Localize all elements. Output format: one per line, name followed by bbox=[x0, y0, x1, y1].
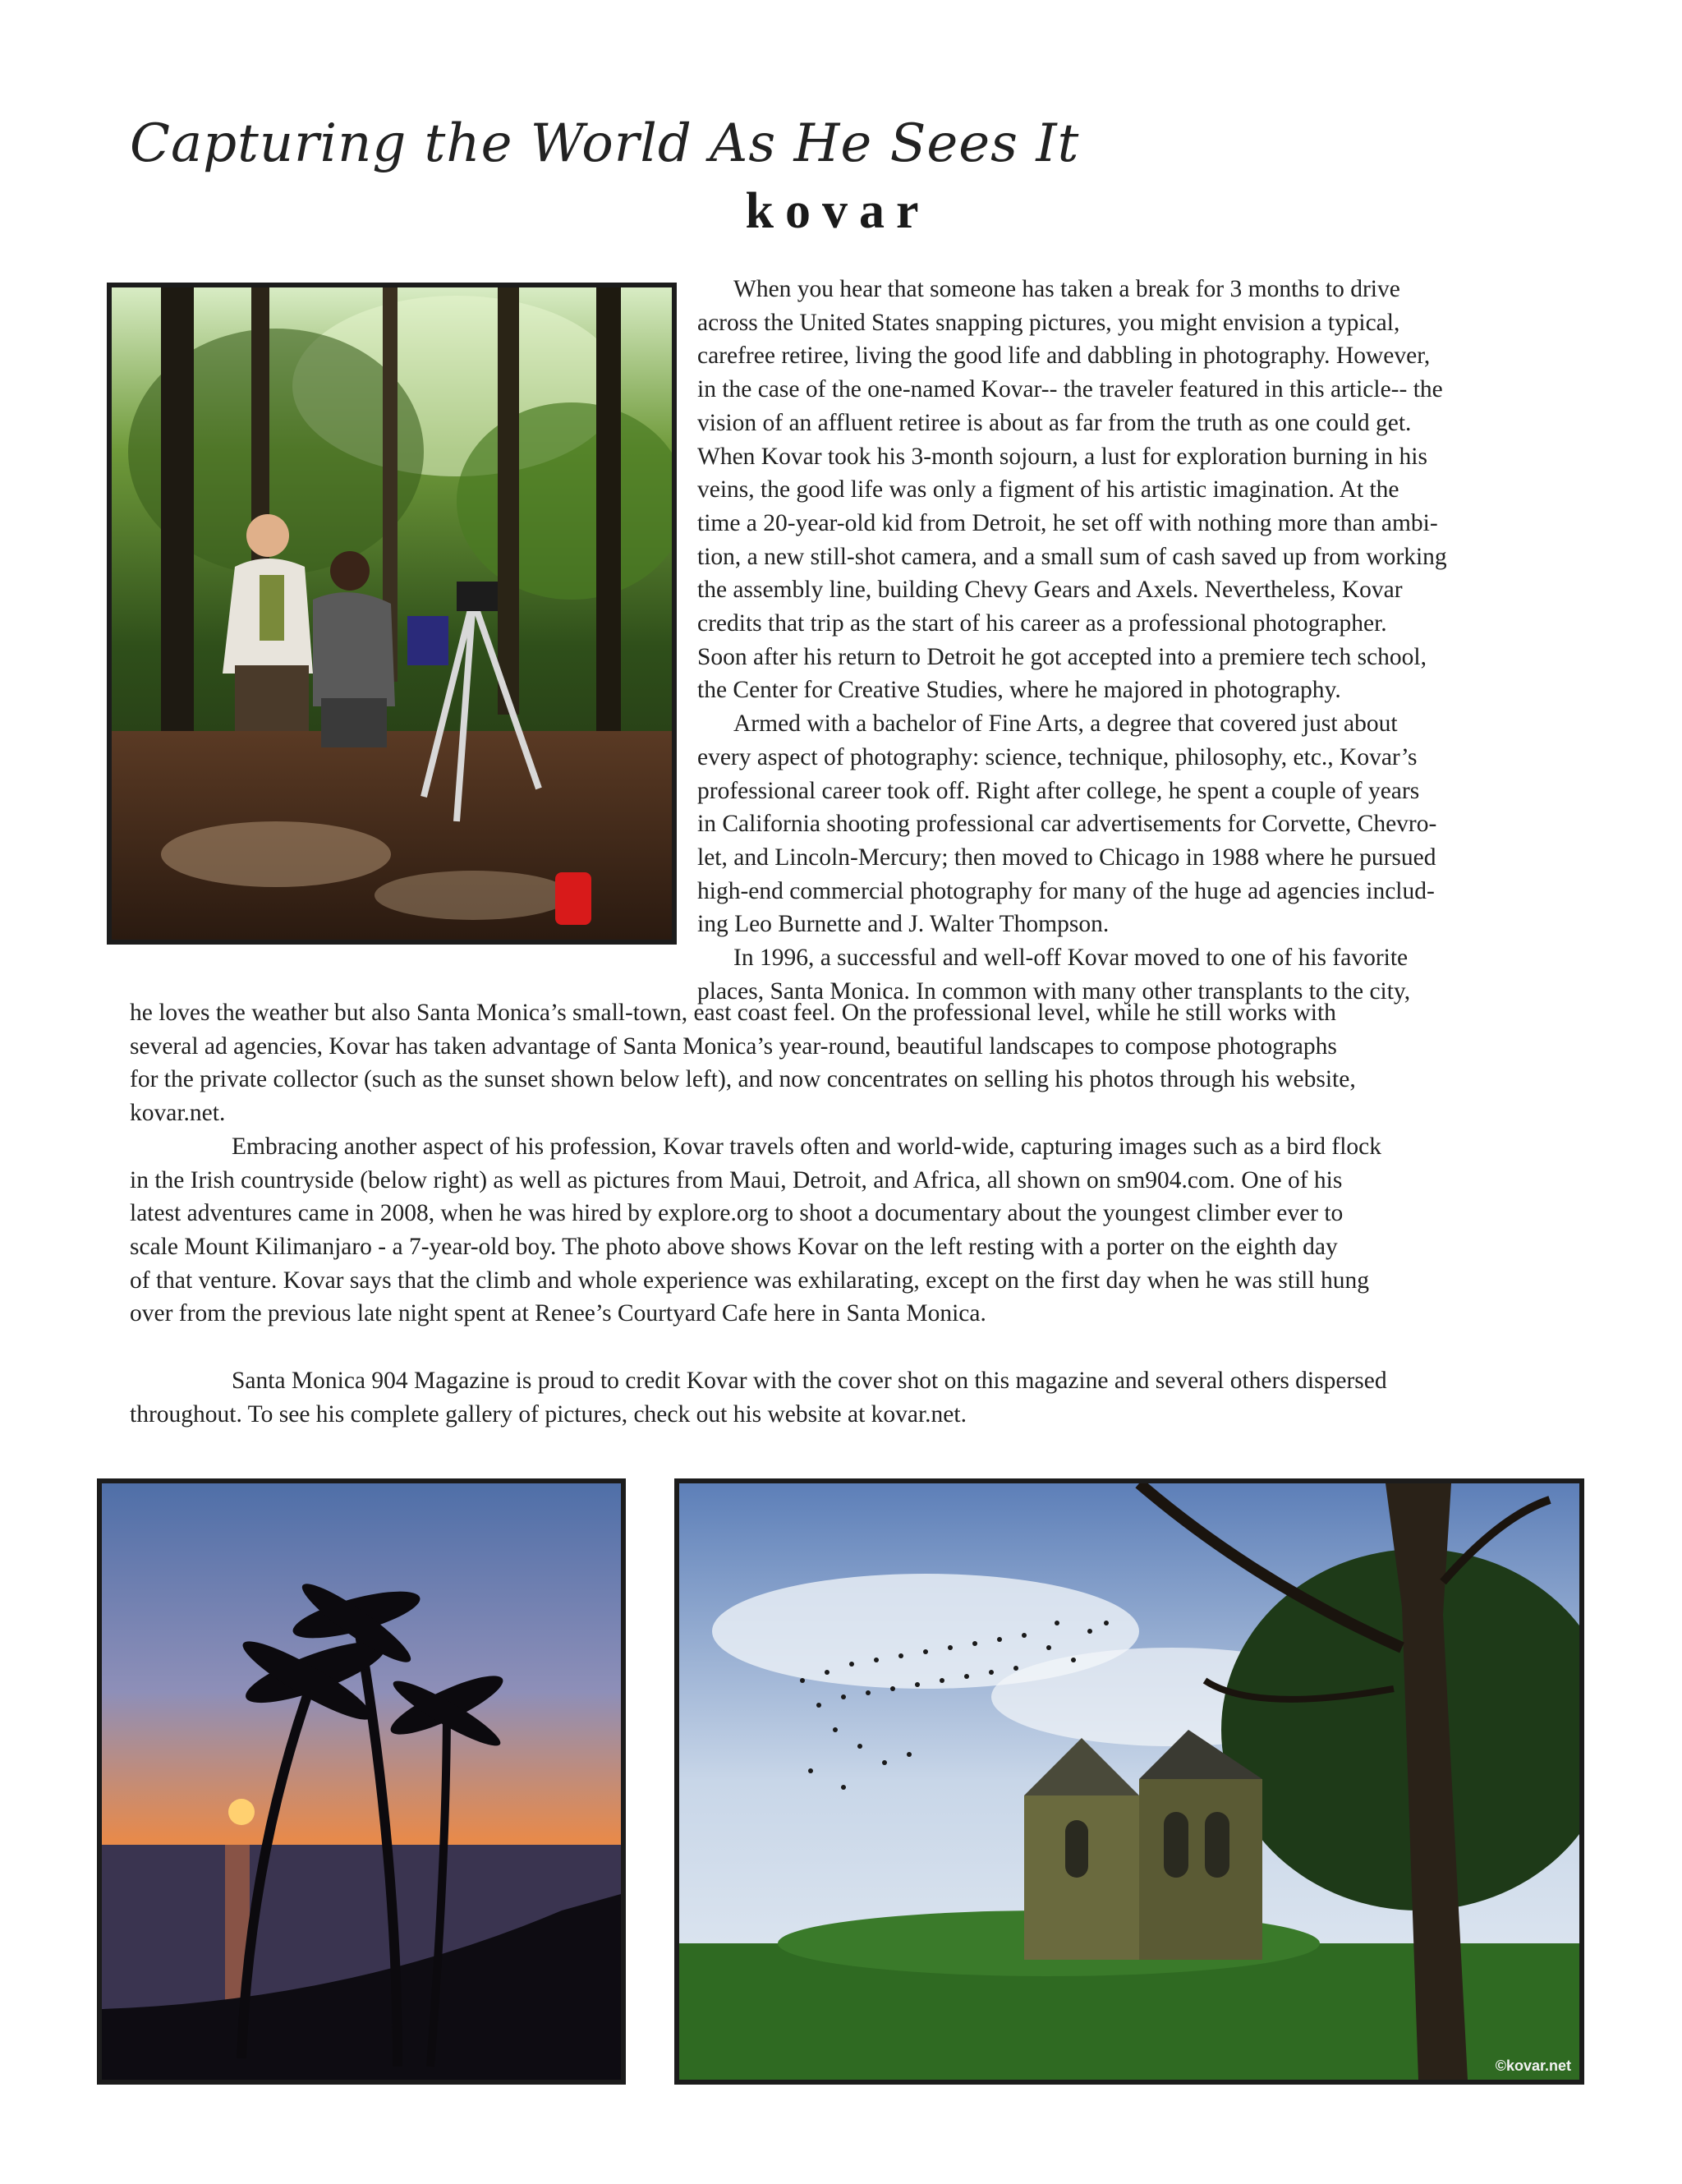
text-line: When Kovar took his 3-month sojourn, a lust for exploration burning in his bbox=[697, 443, 1427, 470]
text-line: In 1996, a successful and well-off Kovar moved to one of his favorite bbox=[733, 945, 1409, 972]
text-line: throughout. To see his complete gallery of pictures, check out his website at kovar.net. bbox=[130, 1400, 967, 1428]
text-line: he loves the weather but also Santa Monica’s small-town, east coast feel. On the professional level, while he still works with bbox=[130, 1000, 1336, 1026]
article-subtitle bbox=[0, 182, 1682, 241]
text-line: the Center for Creative Studies, where he majored in photography. bbox=[697, 677, 1341, 704]
text-line: vision of an affluent retiree is about as far from the truth as one could get. bbox=[697, 409, 1412, 436]
church-birds-photo-icon bbox=[679, 1483, 1579, 2080]
text-line: several ad agencies, Kovar has taken advantage of Santa Monica’s year-round, beautiful landscapes to compose photographs bbox=[130, 1032, 1337, 1060]
text-line: Santa Monica 904 Magazine is proud to credit Kovar with the cover shot on this magazine and several others dispersed bbox=[232, 1368, 1387, 1395]
text-line: professional career took off. Right after college, he spent a couple of years bbox=[697, 777, 1420, 804]
climb-photo bbox=[107, 283, 677, 945]
text-line: for the private collector (such as the sunset shown below left), and now concentrates on selling his photos through his website, bbox=[130, 1066, 1356, 1093]
text-line: in the case of the one-named Kovar-- the traveler featured in this article-- the bbox=[697, 376, 1443, 403]
text-line: ing Leo Burnette and J. Walter Thompson. bbox=[697, 911, 1110, 938]
text-line: Embracing another aspect of his profession, Kovar travels often and world-wide, capturing images such as a bird flock bbox=[232, 1133, 1381, 1160]
text-line: latest adventures came in 2008, when he was hired by explore.org to shoot a documentary about the youngest climber ever to bbox=[130, 1200, 1344, 1227]
text-line: high-end commercial photography for many of the huge ad agencies includ- bbox=[697, 877, 1435, 904]
text-line: credits that trip as the start of his career as a professional photographer. bbox=[697, 610, 1387, 637]
sunset-photo bbox=[97, 1478, 626, 2085]
text-line: kovar.net. bbox=[130, 1100, 226, 1127]
forest-photo-icon bbox=[112, 287, 672, 940]
sunset-palms-photo-icon bbox=[102, 1483, 621, 2080]
article-title: Capturing the World As He Sees It bbox=[130, 113, 1080, 174]
text-line: in the Irish countryside (below right) as well as pictures from Maui, Detroit, and Africa, all shown on sm904.com. One of his bbox=[130, 1166, 1343, 1193]
photo-credit: ©kovar.net bbox=[1495, 2058, 1571, 2074]
paragraph-2 bbox=[697, 707, 1565, 941]
text-line: of that venture. Kovar says that the climb and whole experience was exhilarating, except on the first day when he was still hung bbox=[130, 1267, 1369, 1294]
text-line: in California shooting professional car advertisements for Corvette, Chevro- bbox=[697, 811, 1437, 838]
text-line: tion, a new still-shot camera, and a small sum of cash saved up from working bbox=[697, 543, 1447, 570]
article-column bbox=[697, 273, 1565, 1008]
article-full-width bbox=[130, 996, 1567, 1431]
paragraph-1 bbox=[697, 273, 1565, 707]
text-line: across the United States snapping pictures, you might envision a typical, bbox=[697, 309, 1400, 336]
subtitle-text: kovar bbox=[745, 183, 931, 239]
text-line: Armed with a bachelor of Fine Arts, a degree that covered just about bbox=[733, 710, 1398, 738]
text-line: Soon after his return to Detroit he got accepted into a premiere tech school, bbox=[697, 643, 1427, 670]
paragraph-gap bbox=[130, 1331, 1567, 1364]
text-line: scale Mount Kilimanjaro - a 7-year-old boy. The photo above shows Kovar on the left resting with a porter on the eighth day bbox=[130, 1233, 1338, 1260]
text-line: When you hear that someone has taken a break for 3 months to drive bbox=[733, 276, 1400, 302]
paragraph-4 bbox=[130, 1130, 1567, 1331]
text-line: carefree retiree, living the good life and dabbling in photography. However, bbox=[697, 343, 1431, 370]
text-line: time a 20-year-old kid from Detroit, he set off with nothing more than ambi- bbox=[697, 509, 1438, 536]
text-line: let, and Lincoln-Mercury; then moved to Chicago in 1988 where he pursued bbox=[697, 844, 1436, 871]
text-line: places, Santa Monica. In common with many other transplants to the city, bbox=[697, 977, 1411, 1005]
text-line: the assembly line, building Chevy Gears and Axels. Nevertheless, Kovar bbox=[697, 577, 1403, 604]
text-line: veins, the good life was only a figment of his artistic imagination. At the bbox=[697, 476, 1399, 503]
church-photo bbox=[674, 1478, 1584, 2085]
text-line: over from the previous late night spent at Renee’s Courtyard Cafe here in Santa Monica. bbox=[130, 1300, 986, 1327]
text-line: every aspect of photography: science, technique, philosophy, etc., Kovar’s bbox=[697, 743, 1418, 770]
paragraph-3-end bbox=[130, 996, 1567, 1130]
paragraph-5 bbox=[130, 1364, 1567, 1431]
